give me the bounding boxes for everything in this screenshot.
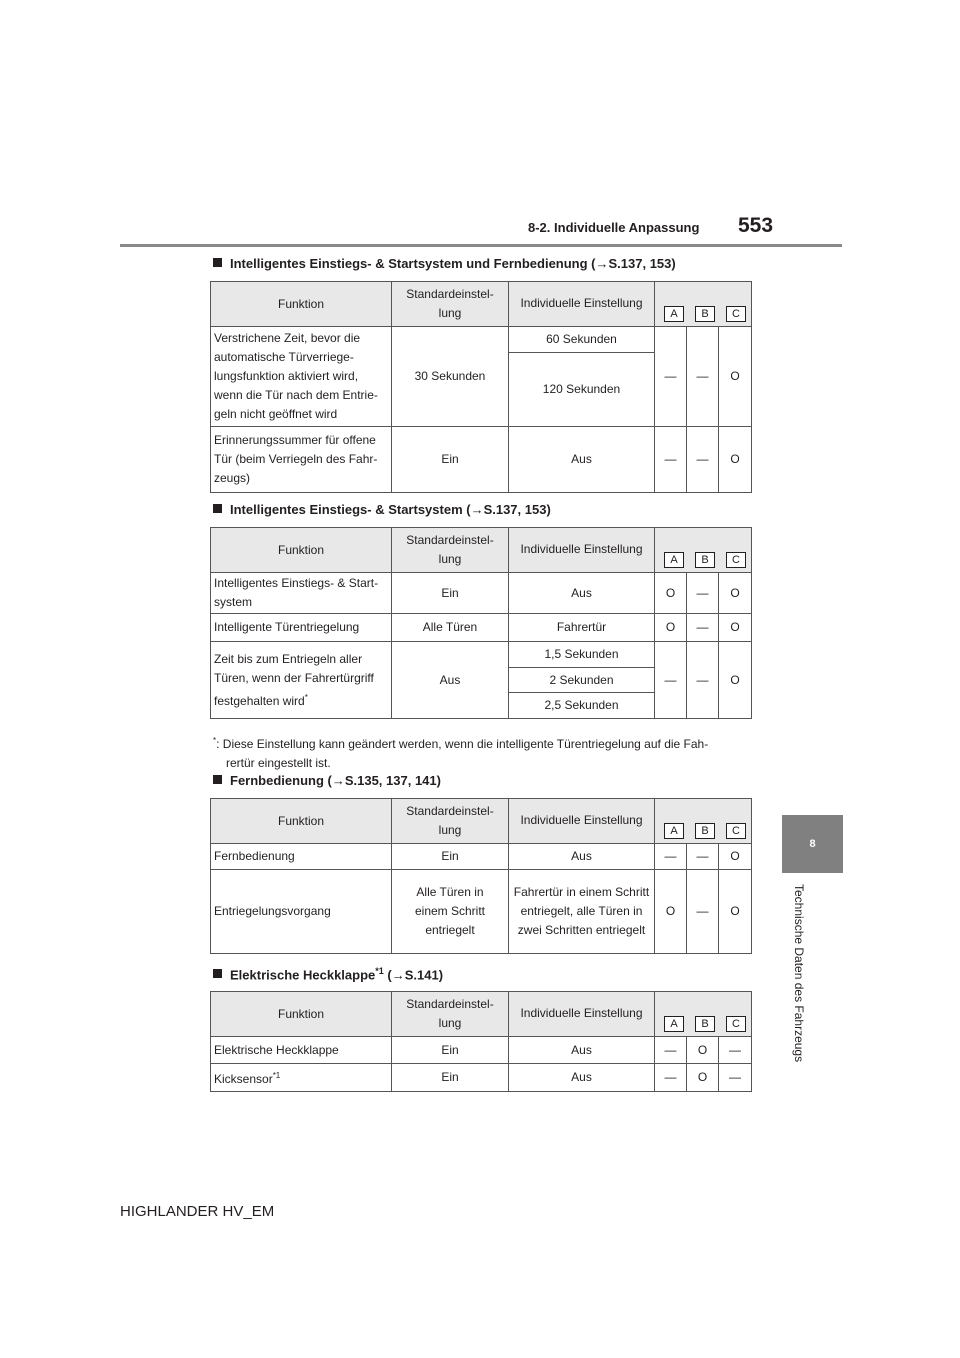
col-header-abc — [655, 992, 752, 1037]
page-number: 553 — [738, 214, 774, 237]
row-option: 1,5 Sekunden — [509, 642, 655, 668]
row-c: — — [719, 1064, 752, 1092]
row-c: O — [719, 427, 752, 493]
table-header-row — [211, 528, 752, 573]
footnote: *: Diese Einstellung kann geändert werden, wenn die intelligente Türentriegelung auf die Fah- rertür eingestellt ist. — [213, 736, 709, 770]
row-option: 60 Sekunden — [509, 327, 655, 353]
chapter-number: 8 — [809, 838, 816, 850]
col-header-funktion: Funktion — [211, 992, 392, 1037]
square-bullet-icon — [213, 258, 222, 267]
row-a: O — [655, 614, 687, 642]
col-header-standard: Standardeinstel-lung — [392, 282, 509, 327]
section-heading-entry-start: Intelligentes Einstiegs- & Startsystem (→S.137, 153) — [213, 502, 551, 517]
row-funktion: Zeit bis zum Entriegeln aller Türen, wenn der Fahrertürgriff festgehalten wird* — [211, 642, 392, 719]
row-option: 2,5 Sekunden — [509, 693, 655, 719]
column-a-label: A — [664, 552, 684, 568]
column-a-label: A — [664, 306, 684, 322]
row-option: Aus — [509, 573, 655, 614]
table-header-row — [211, 282, 752, 327]
settings-table-remote — [210, 798, 752, 954]
section-heading-remote: Fernbedienung (→S.135, 137, 141) — [213, 773, 441, 788]
square-bullet-icon — [213, 504, 222, 513]
row-standard: Aus — [392, 642, 509, 719]
row-option: 2 Sekunden — [509, 668, 655, 693]
settings-table-entry-start-remote — [210, 281, 752, 493]
col-header-funktion: Funktion — [211, 799, 392, 844]
row-standard: 30 Sekunden — [392, 327, 509, 427]
col-header-individual: Individuelle Einstellung — [509, 528, 655, 573]
row-c: O — [719, 844, 752, 870]
column-c-label: C — [726, 1016, 746, 1032]
table-row — [211, 1064, 752, 1092]
row-c: O — [719, 870, 752, 954]
row-funktion: Kicksensor$^{*1}$ — [211, 1064, 392, 1092]
table-header-row — [211, 992, 752, 1037]
row-c: O — [719, 327, 752, 427]
column-b-label: B — [695, 1016, 715, 1032]
settings-table-entry-start — [210, 527, 752, 719]
col-header-abc — [655, 799, 752, 844]
column-b-label: B — [695, 823, 715, 839]
table-row — [211, 844, 752, 870]
table-row — [211, 327, 752, 353]
row-option: Aus — [509, 1064, 655, 1092]
col-header-individual: Individuelle Einstellung — [509, 282, 655, 327]
row-standard: Ein — [392, 1037, 509, 1064]
column-b-label: B — [695, 306, 715, 322]
row-b: O — [687, 1064, 719, 1092]
row-a: — — [655, 1064, 687, 1092]
table-row — [211, 427, 752, 493]
column-b-label: B — [695, 552, 715, 568]
col-header-abc — [655, 282, 752, 327]
row-c: O — [719, 573, 752, 614]
row-a: O — [655, 870, 687, 954]
row-b: — — [687, 427, 719, 493]
row-a: — — [655, 642, 687, 719]
row-option: 120 Sekunden — [509, 353, 655, 427]
table-header-row — [211, 799, 752, 844]
row-standard: Ein — [392, 844, 509, 870]
section-title: 8-2. Individuelle Anpassung — [528, 220, 700, 235]
row-b: — — [687, 642, 719, 719]
col-header-abc — [655, 528, 752, 573]
row-funktion: Entriegelungsvorgang — [211, 870, 392, 954]
row-option: Aus — [509, 1037, 655, 1064]
column-c-label: C — [726, 306, 746, 322]
row-a: — — [655, 844, 687, 870]
row-b: O — [687, 1037, 719, 1064]
header-divider — [120, 244, 842, 247]
settings-table-power-tailgate — [210, 991, 752, 1092]
col-header-funktion: Funktion — [211, 282, 392, 327]
section-heading-entry-start-remote: Intelligentes Einstiegs- & Startsystem und Fernbedienung (→S.137, 153) — [213, 256, 676, 271]
table-row — [211, 573, 752, 614]
row-a: O — [655, 573, 687, 614]
table-row — [211, 642, 752, 668]
model-footer: HIGHLANDER HV_EM — [120, 1203, 275, 1220]
row-standard: Ein — [392, 427, 509, 493]
col-header-individual: Individuelle Einstellung — [509, 992, 655, 1037]
row-b: — — [687, 573, 719, 614]
row-a: — — [655, 427, 687, 493]
row-funktion: Intelligente Türentriegelung — [211, 614, 392, 642]
row-funktion: Fernbedienung — [211, 844, 392, 870]
row-funktion: Verstrichene Zeit, bevor die automatische Türverriege-lungsfunktion aktiviert wird, wenn die Tür nach dem Entrie-geln nicht geöffnet wird — [211, 327, 392, 427]
row-funktion: Erinnerungssummer für offene Tür (beim Verriegeln des Fahr-zeugs) — [211, 427, 392, 493]
column-c-label: C — [726, 552, 746, 568]
row-funktion: Elektrische Heckklappe — [211, 1037, 392, 1064]
row-c: — — [719, 1037, 752, 1064]
row-b: — — [687, 614, 719, 642]
col-header-standard: Standardeinstel-lung — [392, 799, 509, 844]
row-option: Aus — [509, 844, 655, 870]
table-row — [211, 1037, 752, 1064]
row-c: O — [719, 614, 752, 642]
col-header-individual: Individuelle Einstellung — [509, 799, 655, 844]
row-standard: Alle Türen — [392, 614, 509, 642]
row-standard: Alle Türen in einem Schritt entriegelt — [392, 870, 509, 954]
row-b: — — [687, 327, 719, 427]
square-bullet-icon — [213, 775, 222, 784]
table-row — [211, 870, 752, 954]
col-header-standard: Standardeinstel-lung — [392, 992, 509, 1037]
row-option: Fahrertür in einem Schritt entriegelt, alle Türen in zwei Schritten entriegelt — [509, 870, 655, 954]
row-option: Fahrertür — [509, 614, 655, 642]
column-c-label: C — [726, 823, 746, 839]
col-header-standard: Standardeinstel-lung — [392, 528, 509, 573]
row-standard: Ein — [392, 573, 509, 614]
col-header-funktion: Funktion — [211, 528, 392, 573]
chapter-tab[interactable] — [782, 815, 843, 873]
row-c: O — [719, 642, 752, 719]
square-bullet-icon — [213, 969, 222, 978]
row-standard: Ein — [392, 1064, 509, 1092]
row-b: — — [687, 870, 719, 954]
row-funktion: Intelligentes Einstiegs- & Start-system — [211, 573, 392, 614]
column-a-label: A — [664, 1016, 684, 1032]
row-b: — — [687, 844, 719, 870]
row-a: — — [655, 1037, 687, 1064]
chapter-label: Technische Daten des Fahrzeugs — [792, 884, 806, 1063]
section-heading-power-tailgate: Elektrische Heckklappe$^{*1}$ (→S.141) — [213, 966, 443, 982]
row-option: Aus — [509, 427, 655, 493]
row-a: — — [655, 327, 687, 427]
column-a-label: A — [664, 823, 684, 839]
table-row — [211, 614, 752, 642]
